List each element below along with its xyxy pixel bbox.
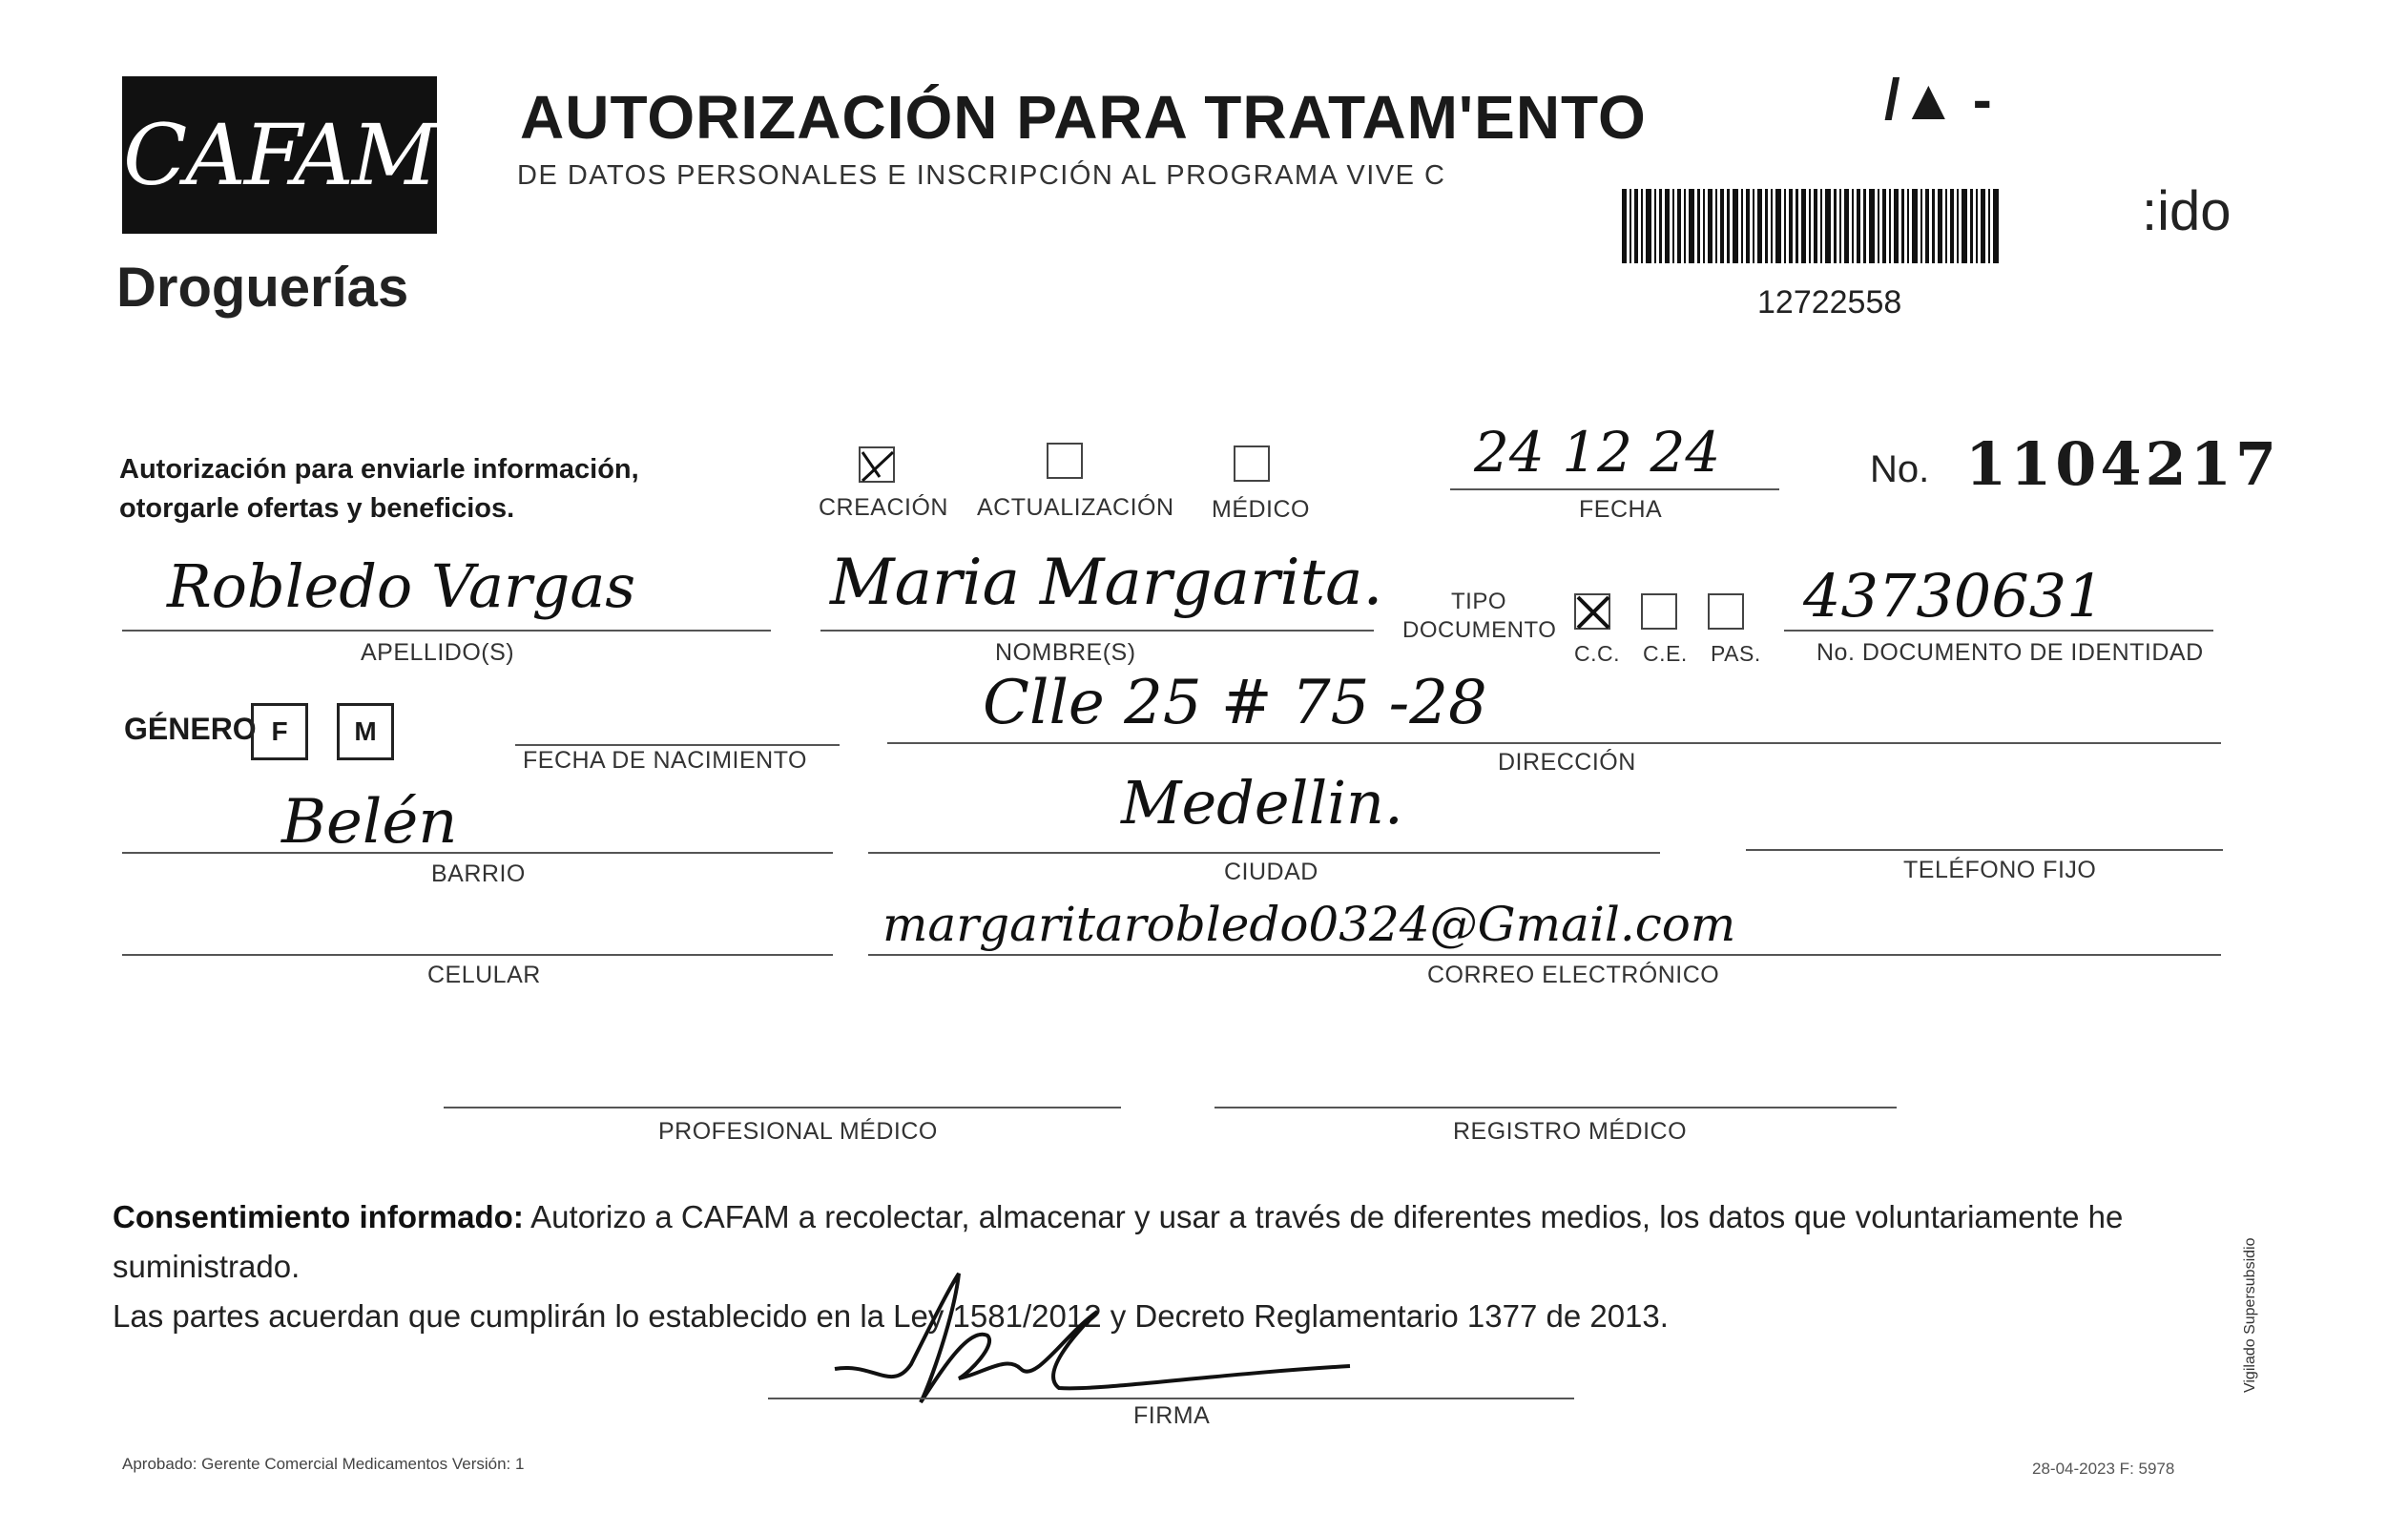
ciudad-value[interactable]: Medellin. <box>1121 768 1403 838</box>
celular-label: CELULAR <box>427 962 541 988</box>
barrio-line <box>122 852 833 854</box>
ciudad-line <box>868 852 1660 854</box>
actualizacion-label: ACTUALIZACIÓN <box>977 494 1174 521</box>
registro-label: REGISTRO MÉDICO <box>1453 1118 1688 1145</box>
barrio-label: BARRIO <box>431 860 526 887</box>
medico-label: MÉDICO <box>1212 496 1310 523</box>
consent-line1: Autorizo a CAFAM a recolectar, almacenar y usar a través de diferentes medios, los datos que voluntariamente he suministrado. <box>113 1199 2124 1284</box>
ciudad-label: CIUDAD <box>1224 859 1318 885</box>
direccion-line <box>887 742 2221 744</box>
correo-value[interactable]: margaritarobledo0324@Gmail.com <box>882 897 1736 952</box>
signature-image <box>816 1269 1379 1431</box>
form-number-value: 1104217 <box>1965 429 2280 499</box>
footer-approved: Aprobado: Gerente Comercial Medicamentos Versión: 1 <box>122 1455 525 1473</box>
nombres-line <box>820 630 1374 632</box>
doc-number-label: No. DOCUMENTO DE IDENTIDAD <box>1816 639 2204 666</box>
ce-label: C.E. <box>1643 641 1688 666</box>
fecha-value[interactable]: 24 12 24 <box>1474 420 1721 485</box>
barcode-icon <box>1622 189 1999 263</box>
correo-line <box>868 954 2221 956</box>
profesional-line[interactable] <box>444 1107 1121 1108</box>
consent-heading: Consentimiento informado: <box>113 1199 524 1234</box>
creacion-label: CREACIÓN <box>819 494 948 521</box>
actualizacion-checkbox[interactable] <box>1047 443 1083 479</box>
fecha-label: FECHA <box>1579 496 1663 523</box>
fecha-nacimiento-label: FECHA DE NACIMIENTO <box>523 747 807 774</box>
brand-subtitle: Droguerías <box>116 257 409 319</box>
registro-line[interactable] <box>1214 1107 1897 1108</box>
correo-label: CORREO ELECTRÓNICO <box>1427 962 1720 988</box>
genero-label: GÉNERO <box>124 712 257 746</box>
direccion-value[interactable]: Clle 25 # 75 -28 <box>983 668 1487 738</box>
telefono-line[interactable] <box>1746 849 2223 851</box>
barcode-number: 12722558 <box>1757 284 1902 321</box>
apellidos-value[interactable]: Robledo Vargas <box>167 551 636 621</box>
doc-number-value[interactable]: 43730631 <box>1803 561 2105 631</box>
vigilado-text: Vigilado Supersubsidio <box>2242 1237 2258 1393</box>
doc-number-line <box>1784 630 2213 632</box>
apellidos-label: APELLIDO(S) <box>361 639 515 666</box>
check-mark-icon <box>861 448 897 485</box>
celular-line[interactable] <box>122 954 833 956</box>
document-subtitle: DE DATOS PERSONALES E INSCRIPCIÓN AL PROGRAMA VIVE C <box>517 160 1446 191</box>
firma-line <box>768 1398 1574 1399</box>
authorization-text: Autorización para enviarle información, otorgarle ofertas y beneficios. <box>119 454 639 524</box>
cafam-logo <box>122 76 437 234</box>
check-mark-icon <box>1576 595 1612 632</box>
corner-mark: /▲ - <box>1884 68 1992 132</box>
cc-checkbox[interactable] <box>1574 593 1610 630</box>
profesional-label: PROFESIONAL MÉDICO <box>658 1118 938 1145</box>
pas-label: PAS. <box>1711 641 1761 666</box>
fecha-nacimiento-line[interactable] <box>515 744 840 746</box>
fecha-line <box>1450 488 1779 490</box>
document-title: AUTORIZACIÓN PARA TRATAM'ENTO <box>520 83 1647 152</box>
ce-checkbox[interactable] <box>1641 593 1677 630</box>
footer-date-code: 28-04-2023 F: 5978 <box>2032 1460 2175 1478</box>
medico-checkbox[interactable] <box>1234 445 1270 482</box>
cc-label: C.C. <box>1574 641 1620 666</box>
pas-checkbox[interactable] <box>1708 593 1744 630</box>
genero-f-option[interactable]: F <box>251 703 308 760</box>
nombres-label: NOMBRE(S) <box>995 639 1136 666</box>
genero-m-option[interactable]: M <box>337 703 394 760</box>
direccion-label: DIRECCIÓN <box>1498 749 1636 776</box>
logo-text: CAFAM <box>123 106 436 204</box>
apellidos-line <box>122 630 771 632</box>
partial-header-text: :ido <box>2142 180 2232 242</box>
firma-label: FIRMA <box>1133 1402 1211 1429</box>
telefono-label: TELÉFONO FIJO <box>1903 857 2097 883</box>
form-number-label: No. <box>1870 448 1930 490</box>
nombres-value[interactable]: Maria Margarita. <box>830 546 1383 619</box>
barrio-value[interactable]: Belén <box>281 787 458 858</box>
consent-line2: Las partes acuerdan que cumplirán lo establecido en la Ley 1581/2012 y Decreto Reglamentario 1377 de 2013. <box>113 1298 1669 1334</box>
tipo-documento-label: TIPO DOCUMENTO <box>1402 589 1557 643</box>
creacion-checkbox[interactable] <box>859 446 895 483</box>
